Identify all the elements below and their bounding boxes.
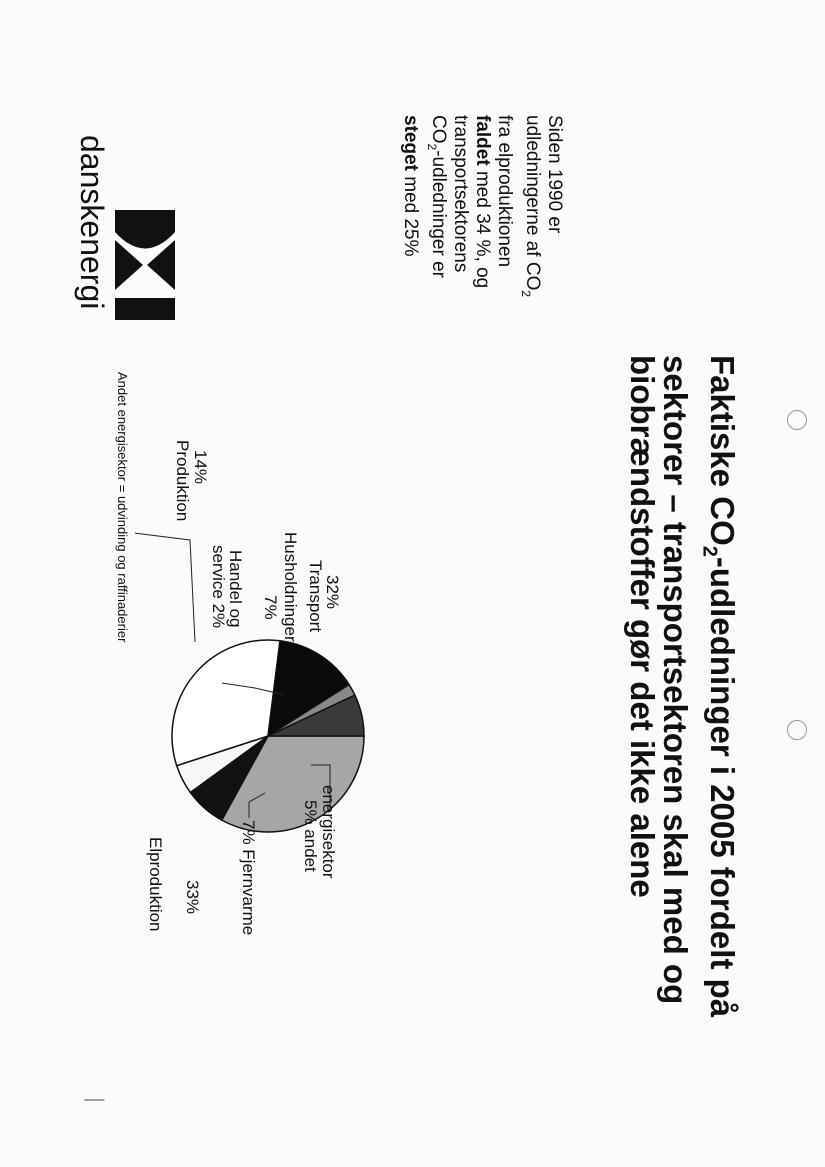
side-text-2: fra elproduktionen (494, 115, 516, 268)
side-text-sub-1: 2 (519, 290, 534, 298)
label-elproduktion-pct: 33% (183, 880, 202, 915)
danskenergi-logo-icon (115, 210, 175, 320)
footnote: Andet energisektor = udvinding og raffinaderier (115, 372, 130, 643)
label-andet-2: energisektor (319, 785, 338, 879)
label-andet-1: 5% andet (301, 800, 320, 872)
logo-wordmark: danskenergi (74, 135, 110, 310)
side-text-sub-2: 2 (425, 143, 440, 151)
leader-produktion (135, 533, 195, 642)
title-part2: -udledninger i 2005 fordelt på sektorer – transportsektoren skal med og biobrændstoffer gør det ikke alene (624, 355, 741, 1018)
pie-chart (135, 360, 575, 1060)
punch-hole-mark (787, 410, 807, 430)
side-text-1: Siden 1990 er udledningerne af CO (522, 115, 565, 291)
punch-hole-mark (787, 720, 807, 740)
label-elproduktion-name: Elproduktion (146, 837, 165, 932)
side-text-4: med 34 %, og transportsektorens CO (428, 115, 494, 289)
title-subscript: 2 (698, 545, 721, 557)
side-text-5: -udledninger er (428, 150, 450, 278)
label-transport-pct: 32% (323, 575, 342, 610)
label-produktion-pct: 14% (191, 450, 210, 485)
label-handel-1: Handel og (226, 550, 245, 628)
side-text-7: med 25% (400, 170, 422, 257)
side-text (399, 115, 565, 315)
side-text-steget: steget (400, 115, 422, 171)
label-husholdninger-pct: 7% (261, 595, 280, 620)
label-produktion-name: Produktion (173, 440, 192, 522)
label-transport-name: Transport (306, 560, 325, 633)
label-husholdninger-name: Husholdninger (281, 532, 300, 642)
title-part1: Faktiske CO (704, 355, 741, 546)
label-fjernvarme: 7% Fjernvarme (239, 820, 258, 936)
scan-mark (85, 1100, 105, 1101)
label-handel-2: service 2% (209, 545, 228, 629)
slide-title (626, 355, 739, 1075)
registered-mark: ® (164, 305, 175, 313)
side-text-faldet: faldet (472, 115, 494, 166)
